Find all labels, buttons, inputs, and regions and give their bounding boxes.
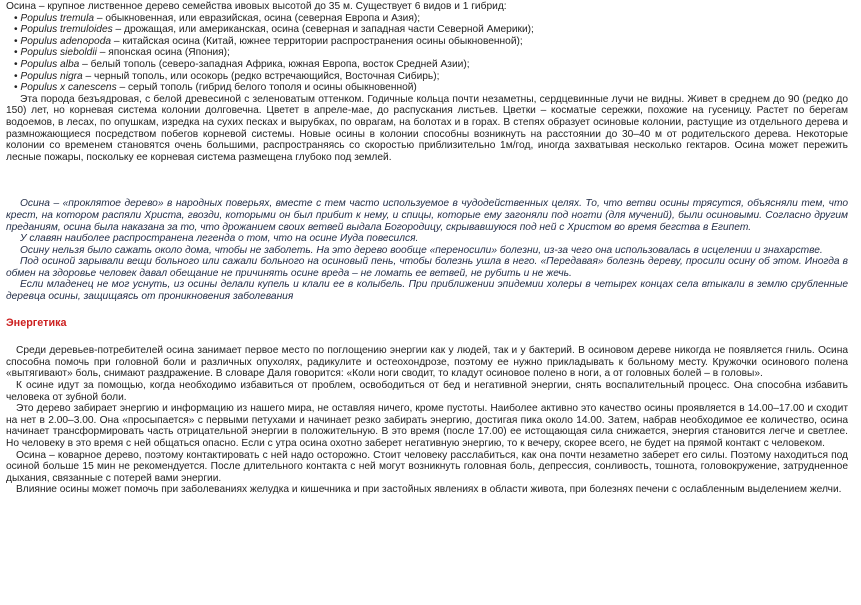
- species-description: – белый тополь (северо-западная Африка, южная Европа, восток Средней Азии);: [79, 58, 470, 70]
- description-paragraph: Эта порода безъядровая, с белой древесиной с зеленоватым оттенком. Годичные кольца почти незаметны, сердцевинные лучи не видны. Живет в среднем до 90 (редко до 150) лет, но корневая система колонии долговечна. Цветет в апреле-мае, до распускания листьев. Цветки – косматые сережки, похожие на гусеницу. Растет по берегам водоемов, в лесах, по опушкам, изредка на сухих песках и вырубках, по оврагам, на болотах и в горах. В степях образует осиновые колонии, растущие из отдельного дерева и размножающиеся посредством побегов корневой системы. Новые осины в колонии способны возникнуть на расстоянии до 30–40 м от родительского дерева. Некоторые колонии со временем становятся очень большими, распространяясь со скоростью приблизительно 1м/год, иногда захватывая несколько гектаров. Осина может пережить лесные пожары, поскольку ее корневая система размещена глубоко под землей.: [6, 93, 848, 163]
- legend-paragraph: Осину нельзя было сажать около дома, чтобы не заболеть. На это дерево вообще «переносили» болезни, из-за чего она использовалась в исцелении и знахарстве.: [20, 244, 823, 256]
- species-list: [6, 13, 848, 94]
- species-item: [6, 82, 848, 94]
- species-latin-name: Populus alba: [20, 58, 80, 70]
- energy-paragraph: Среди деревьев-потребителей осина занимает первое место по поглощению энергии как у людей, так и у бактерий. В осиновом дереве никогда не появляется гниль. Осина способна помочь при головной боли и различных опухолях, радикулите и остеохондрозе, поэтому ее нужно прикладывать к больному месту. Кружочки осинового полена «вытягивают» боль, снимают раздражение. В словаре Даля говорится: «Коли ноги сводит, то кладут осиновое полено в ноги, а от головных болей – в головы».: [6, 345, 848, 380]
- species-description: – серый тополь (гибрид белого тополя и осины обыкновенной): [116, 82, 417, 94]
- species-description: – японская осина (Япония);: [96, 47, 230, 59]
- intro-paragraph: Осина – крупное лиственное дерево семейства ивовых высотой до 35 м. Существует 6 видов и 1 гибрид:: [6, 1, 507, 12]
- species-item: [6, 59, 848, 71]
- energy-heading: Энергетика: [6, 316, 67, 329]
- energy-paragraph: К осине идут за помощью, когда необходимо избавиться от проблем, освободиться от бед и негативной энергии, снять воспалительный процесс. Она способна избавить человека от зубной боли.: [6, 380, 848, 403]
- species-description: – черный тополь, или осокорь (редко встречающийся, Восточная Сибирь);: [82, 70, 440, 82]
- article: [6, 0, 848, 496]
- energy-paragraph: Это дерево забирает энергию и информацию из нашего мира, не оставляя ничего, кроме пустоты. Наиболее активно это качество осины проявляется в 14.00–17.00 и сходит на нет в 2.00–3.00. Она «просыпается» с первыми петухами и начинает резко забирать энергию, достигая пика около 14.00. Затем, набрав необходимое ее количество, осина начинает трансформировать часть отрицательной энергии в положительную. В это время (после 17.00) ее истощающая сила снижается, энергия становится легче и светлее. Но человеку в это время с ней общаться опасно. Если с утра осина охотно заберет негативную энергию, то к вечеру, скорее всего, не будет на прямой контакт с человеком.: [6, 403, 848, 449]
- energy-paragraph: Влияние осины может помочь при заболеваниях желудка и кишечника и при застойных явлениях в области живота, при болезнях печени с ослабленным выделением желчи.: [16, 484, 842, 496]
- legend-paragraph: Если младенец не мог уснуть, из осины делали купель и клали ее в колыбель. При приближении эпидемии холеры в четырех концах села втыкали в землю срубленные деревца осины, защищаясь от проникновения заболевания: [6, 279, 848, 303]
- species-latin-name: Populus tremuloides: [20, 24, 113, 36]
- species-item: [6, 47, 848, 59]
- species-latin-name: Populus sieboldii: [20, 47, 97, 59]
- spacer: [6, 163, 848, 198]
- legend-paragraph: У славян наиболее распространена легенда о том, что на осине Иуда повесился.: [20, 233, 419, 245]
- energy-section: [6, 345, 848, 496]
- species-latin-name: Populus x canescens: [20, 82, 117, 94]
- species-description: – китайская осина (Китай, южнее территории распространения осины обыкновенной);: [111, 35, 523, 47]
- species-latin-name: Populus nigra: [20, 70, 83, 82]
- energy-paragraph: Осина – коварное дерево, поэтому контактировать с ней надо осторожно. Стоит человеку расслабиться, как она почти незаметно заберет его силы. Поэтому находиться под осиной больше 15 мин не рекомендуется. После длительного контакта с ней могут возникнуть головная боль, депрессия, сонливость, тошнота, головокружение, затрудненное дыхания, связанные с потерей вами энергии.: [6, 449, 848, 484]
- species-description: – дрожащая, или американская, осина (северная и западная части Северной Америки);: [112, 24, 534, 36]
- species-latin-name: Populus tremula: [20, 12, 95, 24]
- species-item: [6, 13, 848, 25]
- legends-block: [6, 198, 848, 302]
- species-item: [6, 24, 848, 36]
- species-description: – обыкновенная, или евразийская, осина (северная Европа и Азия);: [94, 12, 421, 24]
- species-item: [6, 36, 848, 48]
- legend-paragraph: Осина – «проклятое дерево» в народных поверьях, вместе с тем часто используемое в чудодейственных целях. То, что ветви осины трясутся, объясняли тем, что крест, на котором распяли Христа, гвозди, которыми он был прибит к нему, и спицы, которые ему загоняли под ногти (для мучений), были осиновыми. Согласно другим преданиям, осина была наказана за то, что дрожанием своих ветвей выдала Богородицу, скрывавшуюся под ней с Христом во время бегства в Египет.: [6, 198, 848, 233]
- species-item: [6, 71, 848, 83]
- legend-paragraph: Под осиной зарывали вещи больного или сажали больного на осиновый пень, чтобы болезнь ушла в него. «Передавая» болезнь дереву, просили осину об этом. Иногда в обмен на здоровье человек давал обещание не причинять осине вреда – не ломать ее ветвей, не рубить и не жечь.: [6, 256, 848, 279]
- species-latin-name: Populus adenopoda: [20, 35, 112, 47]
